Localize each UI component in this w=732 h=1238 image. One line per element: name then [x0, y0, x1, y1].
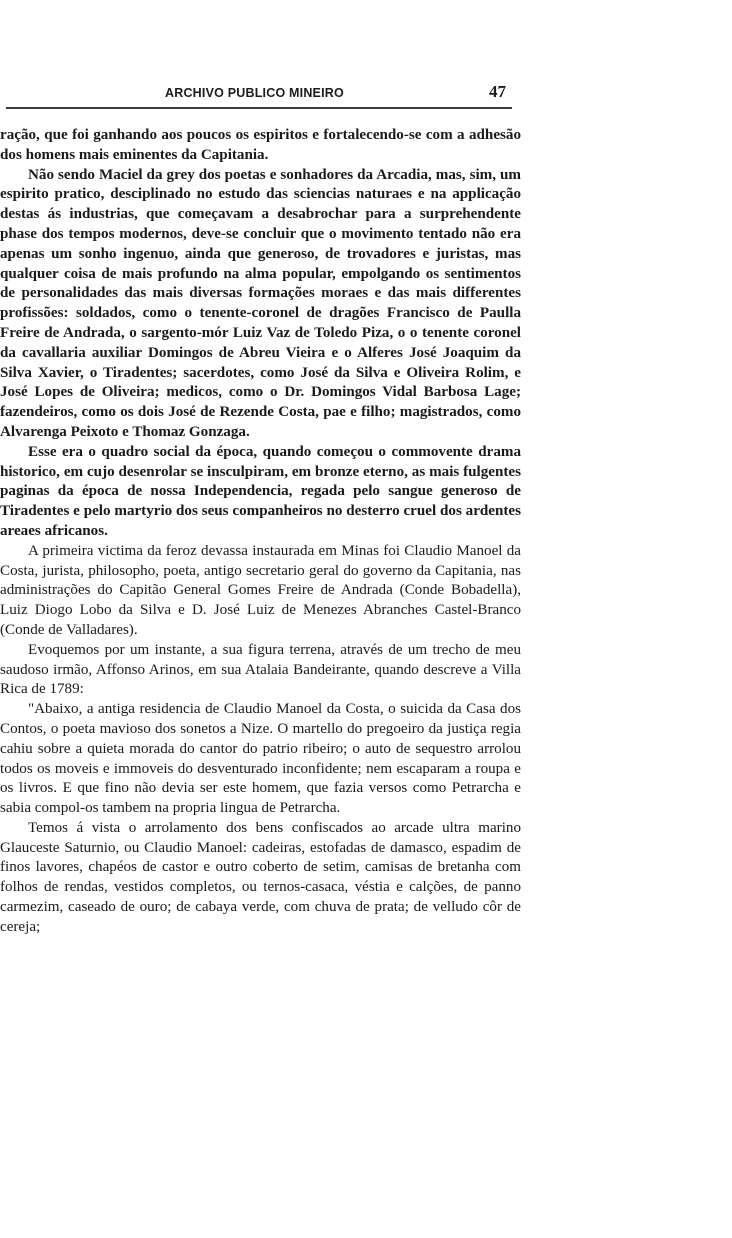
paragraph-6: "Abaixo, a antiga residencia de Claudio Manoel da Costa, o suicida da Casa dos Contos, o poeta mavioso dos sonetos a Nize. O martello do pregoeiro da justiça regia cahiu sobre a quieta morada do cantor do patrio ribeiro; o auto de sequestro arrolou todos os moveis e immoveis do desventurado inconfidente; nem escaparam a roupa e os livros. E que fino não devia ser este homem, que fazia versos como Petrarcha e sabia compol-os tambem na propria lingua de Petrarcha. — [0, 701, 521, 817]
page-header — [0, 82, 520, 106]
paragraph-3: Esse era o quadro social da época, quando começou o commovente drama historico, em cujo desenrolar se insculpiram, em bronze eterno, as mais fulgentes paginas da época de nossa Independencia, regada pelo sangue generoso de Tiradentes e pelo martyrio dos seus companheiros no desterro cruel dos ardentes areaes africanos. — [0, 443, 521, 539]
paragraph-4: A primeira victima da feroz devassa instaurada em Minas foi Claudio Manoel da Costa, jurista, philosopho, poeta, antigo secretario geral do governo da Capitania, nas administrações do Capitão General Gomes Freire de Andrada (Conde Bobadella), Luiz Diogo Lobo da Silva e D. José Luiz de Menezes Abranches Castel-Branco (Conde de Valladares). — [0, 542, 521, 638]
paragraph-1: ração, que foi ganhando aos poucos os espiritos e fortalecendo-se com a adhesão dos homens mais eminentes da Capitania. — [0, 127, 521, 163]
running-title: ARCHIVO PUBLICO MINEIRO — [165, 86, 344, 100]
body-text — [0, 126, 521, 938]
paragraph-7: Temos á vista o arrolamento dos bens confiscados ao arcade ultra marino Glauceste Saturnio, ou Claudio Manoel: cadeiras, estofadas de damasco, espadim de finos lavores, chapéos de castor e outro coberto de setim, camisas de bretanha com folhos de rendas, vestidos completos, ou ternos-casaca, véstia e calções, de panno carmezim, caseado de ouro; de cabaya verde, com chuva de prata; de velludo côr de cereja; — [0, 819, 521, 935]
header-rule — [6, 107, 512, 109]
page-number: 47 — [489, 82, 506, 101]
paragraph-2: Não sendo Maciel da grey dos poetas e sonhadores da Arcadia, mas, sim, um espirito pratico, desciplinado no estudo das sciencias naturaes e na applicação destas ás industrias, que começavam a desabrochar para a surprehendente phase dos tempos modernos, deve-se concluir que o movimento tentado não era apenas um sonho ingenuo, ainda que generoso, de trovadores e juristas, mas qualquer coisa de mais profundo na alma popular, empolgando os sentimentos de personalidades das mais diversas formações moraes e das mais differentes profissões: soldados, como o tenente-coronel de dragões Francisco de Paulla Freire de Andrada, o sargento-mór Luiz Vaz de Toledo Piza, o o tenente coronel da cavallaria auxiliar Domingos de Abreu Vieira e o Alferes José Joaquim da Silva Xavier, o Tiradentes; sacerdotes, como José da Silva e Oliveira Rolim, e José Lopes de Oliveira; medicos, como o Dr. Domingos Vidal Barbosa Lage; fazendeiros, como os dois José de Rezende Costa, pae e filho; magistrados, como Alvarenga Peixoto e Thomaz Gonzaga. — [0, 166, 521, 440]
paragraph-5: Evoquemos por um instante, a sua figura terrena, através de um trecho de meu saudoso irmão, Affonso Arinos, em sua Atalaia Bandeirante, quando descreve a Villa Rica de 1789: — [0, 641, 521, 698]
